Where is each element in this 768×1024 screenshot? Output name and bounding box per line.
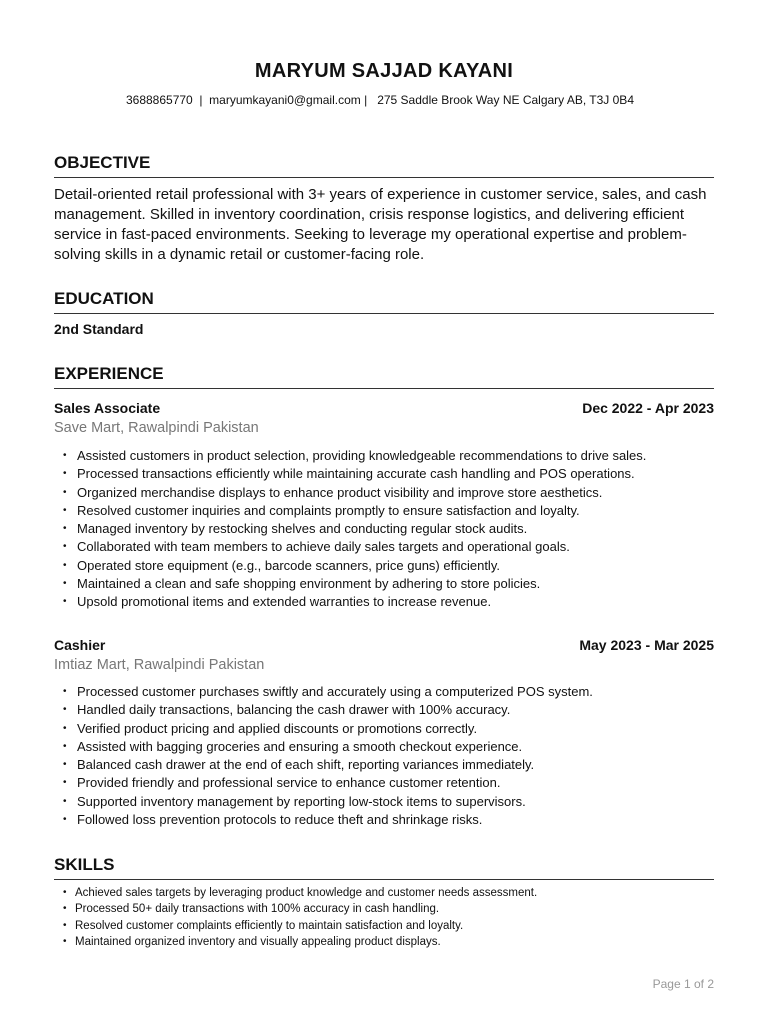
job-bullet: • Processed customer purchases swiftly and accurately using a computerized POS system. <box>60 683 720 701</box>
objective-heading: OBJECTIVE <box>54 153 714 178</box>
skills-list <box>60 885 720 950</box>
job-bullet: • Verified product pricing and applied discounts or promotions correctly. <box>60 720 720 738</box>
job-bullet-list <box>60 447 720 611</box>
job-bullet: • Organized merchandise displays to enhance product visibility and improve store aesthetics. <box>60 484 720 502</box>
skill-item: • Resolved customer complaints efficiently to maintain satisfaction and loyalty. <box>60 918 720 934</box>
job-title: Sales Associate <box>54 400 161 416</box>
skill-item: • Processed 50+ daily transactions with 100% accuracy in cash handling. <box>60 901 720 917</box>
objective-text: Detail-oriented retail professional with 3+ years of experience in customer service, sales, and cash management. Skilled in inventory coordination, crisis response logistics, and delivering efficient service in fast-paced environments. Seeking to leverage my operational expertise and problem-solving skills in a dynamic retail or customer-facing role. <box>54 186 707 263</box>
job-bullet: • Followed loss prevention protocols to reduce theft and shrinkage risks. <box>60 811 720 829</box>
skill-item: • Achieved sales targets by leveraging product knowledge and customer needs assessment. <box>60 885 720 901</box>
contact-line: 3688865770 | maryumkayani0@gmail.com | 275 Saddle Brook Way NE Calgary AB, T3J 0B4 <box>125 93 634 107</box>
job-dates: Dec 2022 - Apr 2023 <box>582 400 714 416</box>
education-heading: EDUCATION <box>54 289 714 314</box>
candidate-name: MARYUM SAJJAD KAYANI <box>254 60 514 82</box>
job-bullet: • Assisted customers in product selection, providing knowledgeable recommendations to drive sales. <box>60 447 720 465</box>
job-company: Save Mart, Rawalpindi Pakistan <box>54 420 259 436</box>
skill-item: • Maintained organized inventory and visually appealing product displays. <box>60 934 720 950</box>
page-number: Page 1 of 2 <box>652 977 714 991</box>
job-bullet: • Maintained a clean and safe shopping environment by adhering to store policies. <box>60 575 720 593</box>
job-title: Cashier <box>54 637 106 653</box>
skills-heading: SKILLS <box>54 855 714 880</box>
job-bullet-list <box>60 683 720 829</box>
job-bullet: • Assisted with bagging groceries and ensuring a smooth checkout experience. <box>60 738 720 756</box>
job-bullet: • Handled daily transactions, balancing the cash drawer with 100% accuracy. <box>60 701 720 719</box>
job-bullet: • Processed transactions efficiently while maintaining accurate cash handling and POS operations. <box>60 465 720 483</box>
education-item: 2nd Standard <box>54 321 144 337</box>
job-dates: May 2023 - Mar 2025 <box>579 637 714 653</box>
job-bullet: • Operated store equipment (e.g., barcode scanners, price guns) efficiently. <box>60 557 720 575</box>
job-bullet: • Balanced cash drawer at the end of each shift, reporting variances immediately. <box>60 756 720 774</box>
job-bullet: • Managed inventory by restocking shelves and conducting regular stock audits. <box>60 520 720 538</box>
job-company: Imtiaz Mart, Rawalpindi Pakistan <box>54 657 265 673</box>
experience-heading: EXPERIENCE <box>54 364 714 389</box>
job-bullet: • Collaborated with team members to achieve daily sales targets and operational goals. <box>60 538 720 556</box>
job-bullet: • Upsold promotional items and extended warranties to increase revenue. <box>60 593 720 611</box>
job-bullet: • Provided friendly and professional service to enhance customer retention. <box>60 774 720 792</box>
job-bullet: • Supported inventory management by reporting low-stock items to supervisors. <box>60 793 720 811</box>
job-bullet: • Resolved customer inquiries and complaints promptly to ensure satisfaction and loyalty. <box>60 502 720 520</box>
